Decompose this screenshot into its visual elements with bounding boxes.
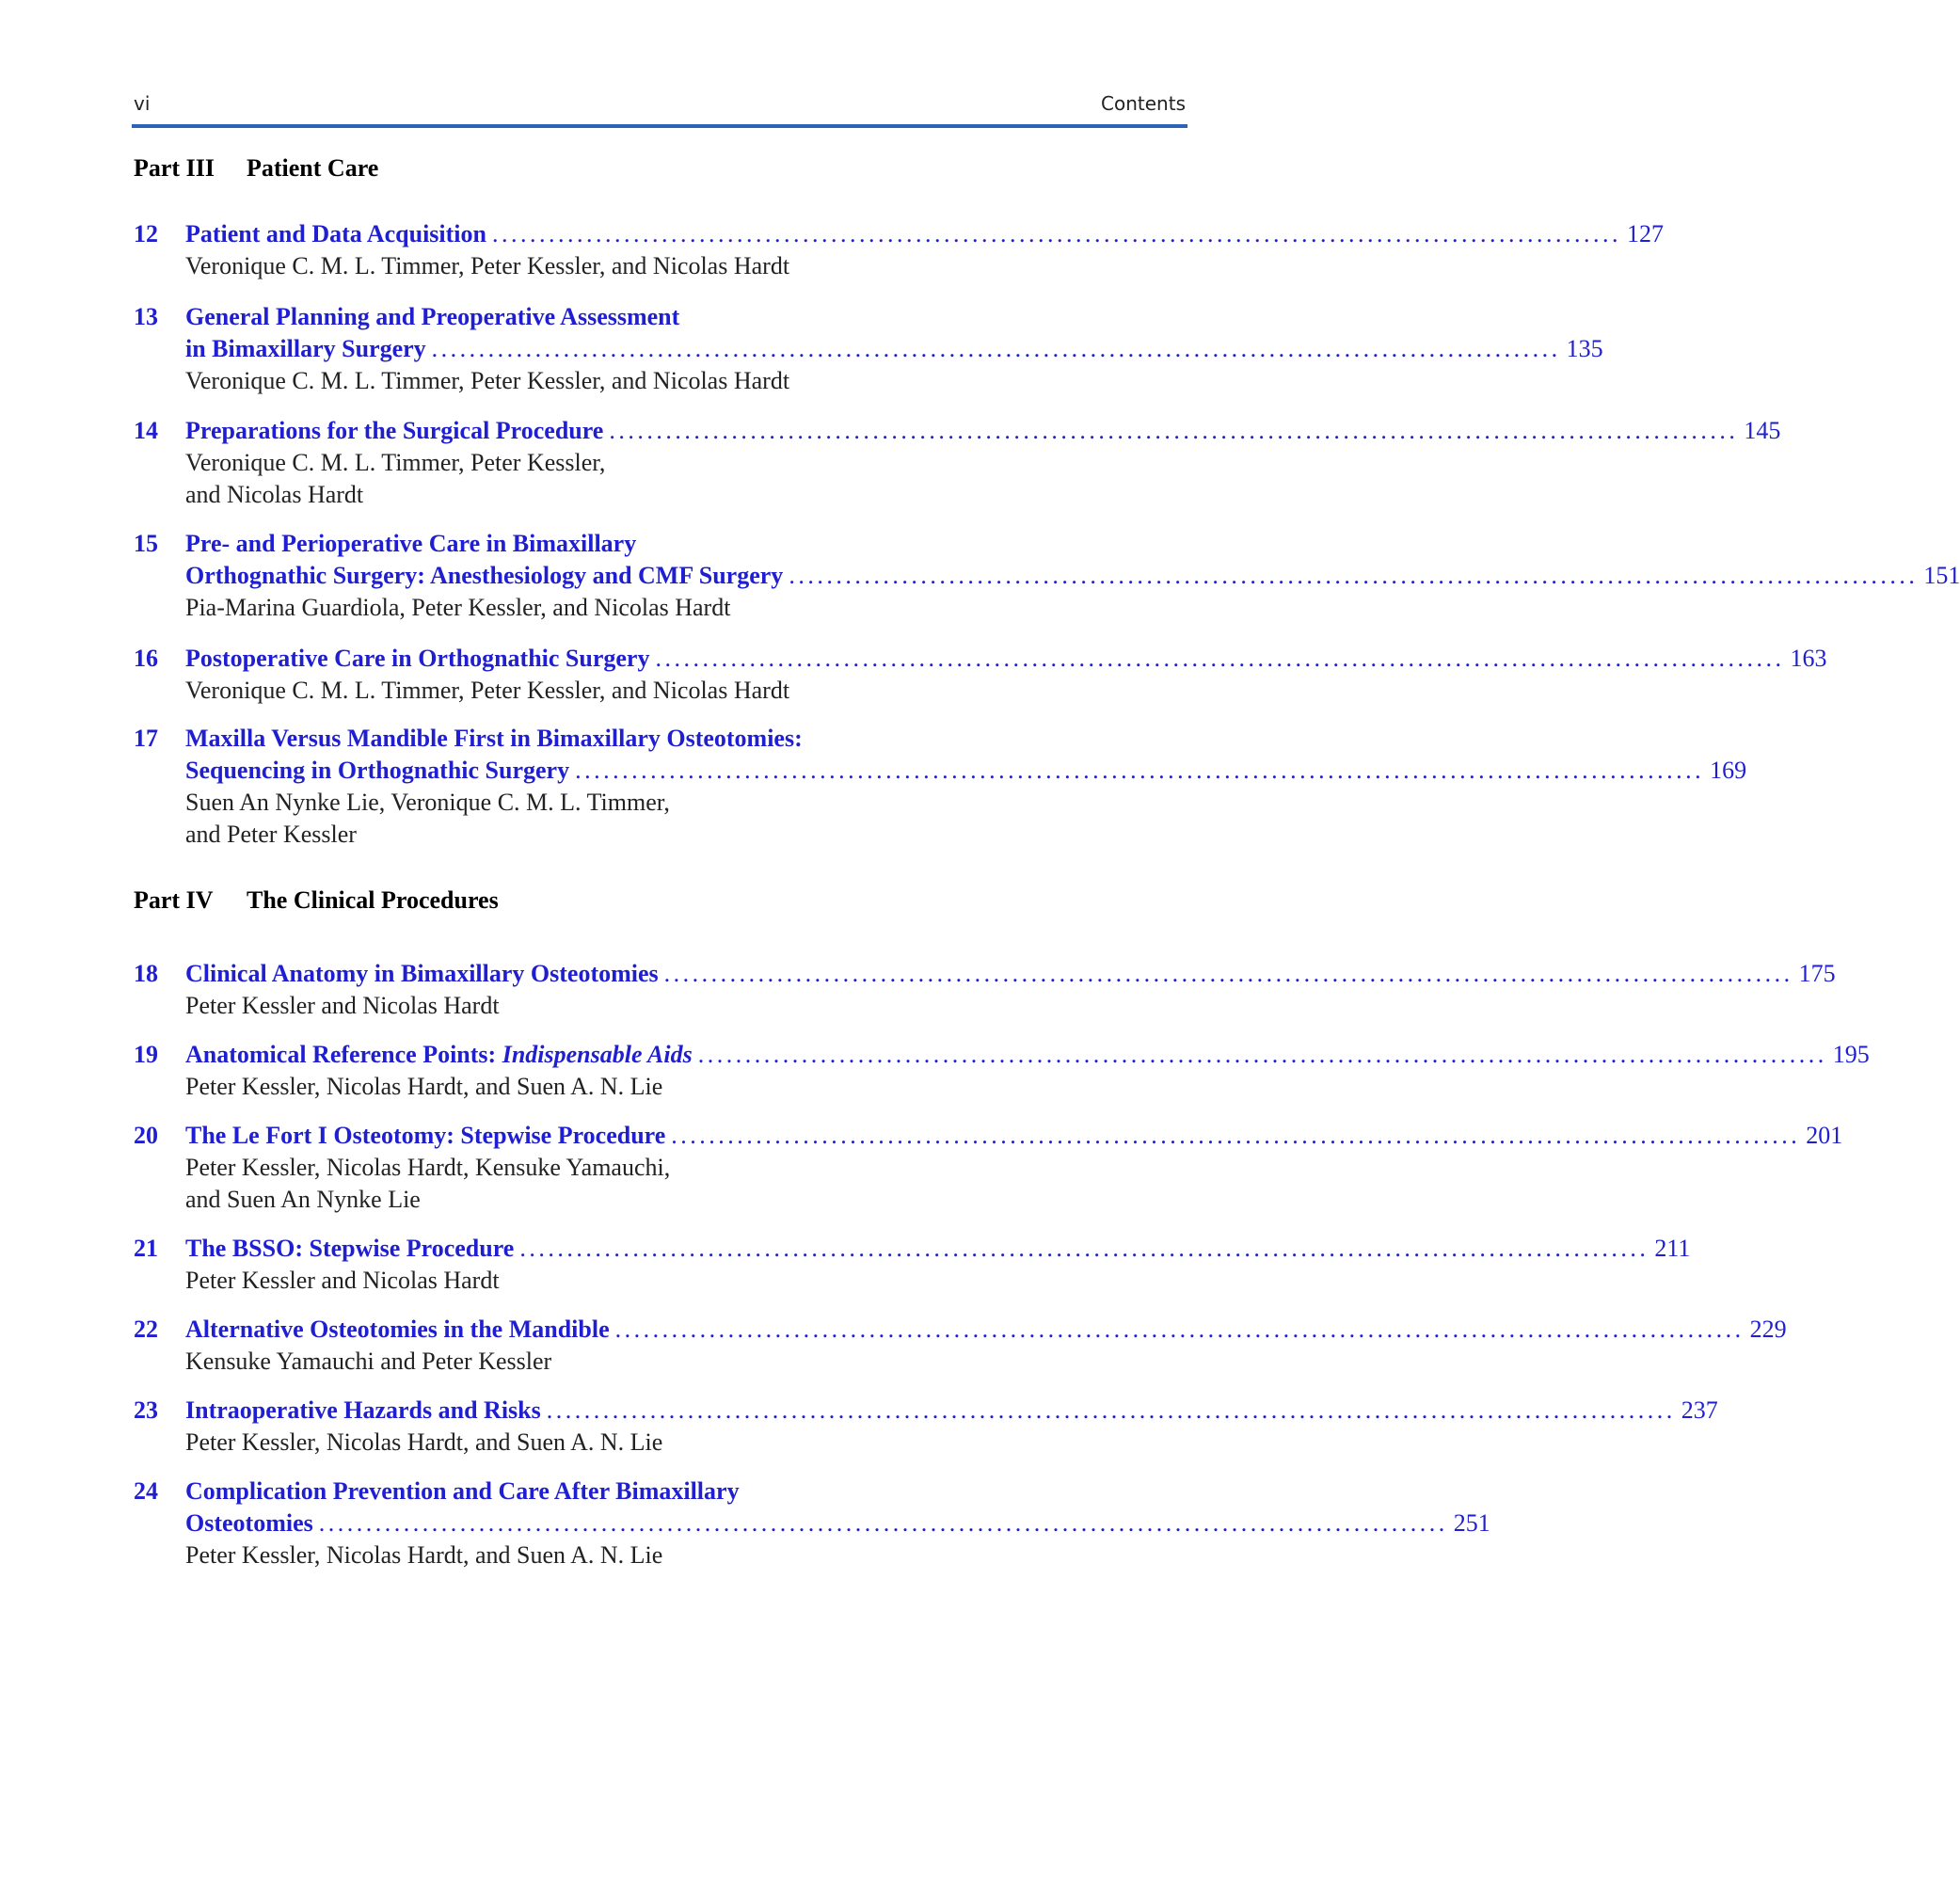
chapter-authors: Peter Kessler and Nicolas Hardt <box>185 1267 500 1294</box>
page-ref[interactable]: 169 <box>1710 757 1747 784</box>
running-head: Contents <box>1101 92 1186 115</box>
chapter-title[interactable]: in Bimaxillary Surgery <box>185 335 426 362</box>
page-ref[interactable]: 151 <box>1923 562 1960 589</box>
chapter-title-line[interactable] <box>185 415 1781 447</box>
chapter-title-line[interactable] <box>185 1507 1490 1539</box>
dot-leader: ........................................................................................................................ <box>609 417 1739 444</box>
chapter-body <box>185 218 1664 282</box>
chapter-title-line[interactable] <box>185 560 1960 592</box>
toc-entry[interactable] <box>134 1120 1843 1216</box>
chapter-body <box>185 1314 1787 1378</box>
chapter-authors: and Peter Kessler <box>185 821 357 848</box>
chapter-authors: and Nicolas Hardt <box>185 481 364 508</box>
chapter-authors: Peter Kessler, Nicolas Hardt, Kensuke Yamauchi, <box>185 1154 671 1181</box>
chapter-body <box>185 1395 1718 1459</box>
part-number: Part IV <box>134 886 214 914</box>
dot-leader: ........................................................................................................................ <box>789 562 1919 589</box>
chapter-body <box>185 1233 1691 1297</box>
dot-leader: ........................................................................................................................ <box>492 220 1621 247</box>
dot-leader: ........................................................................................................................ <box>546 1396 1676 1424</box>
chapter-body <box>185 301 1603 397</box>
chapter-title[interactable]: Intraoperative Hazards and Risks <box>185 1396 541 1424</box>
dot-leader: ........................................................................................................................ <box>671 1122 1801 1149</box>
chapter-number[interactable]: 24 <box>134 1477 158 1505</box>
chapter-title[interactable]: Sequencing in Orthognathic Surgery <box>185 757 570 784</box>
toc-entry[interactable] <box>134 958 1836 1022</box>
page-ref[interactable]: 229 <box>1749 1316 1787 1343</box>
page-ref[interactable]: 201 <box>1806 1122 1843 1149</box>
chapter-authors: and Suen An Nynke Lie <box>185 1186 421 1213</box>
chapter-body <box>185 1120 1843 1216</box>
page-ref[interactable]: 135 <box>1566 335 1603 362</box>
chapter-authors: Peter Kessler and Nicolas Hardt <box>185 992 500 1019</box>
header-rule <box>132 124 1187 128</box>
chapter-title[interactable]: Alternative Osteotomies in the Mandible <box>185 1316 610 1343</box>
chapter-title[interactable]: The BSSO: Stepwise Procedure <box>185 1235 515 1262</box>
chapter-title-line[interactable] <box>185 1120 1843 1152</box>
chapter-title-line[interactable] <box>185 333 1603 365</box>
chapter-authors: Suen An Nynke Lie, Veronique C. M. L. Timmer, <box>185 789 670 816</box>
chapter-title[interactable]: Preparations for the Surgical Procedure <box>185 417 604 444</box>
dot-leader: ........................................................................................................................ <box>655 645 1785 672</box>
chapter-title-line[interactable] <box>185 1395 1718 1427</box>
toc-entry[interactable] <box>134 1039 1870 1103</box>
chapter-number[interactable]: 23 <box>134 1396 158 1424</box>
chapter-number[interactable]: 13 <box>134 303 158 330</box>
chapter-title-line[interactable] <box>185 643 1827 675</box>
chapter-number[interactable]: 16 <box>134 645 158 672</box>
dot-leader: ........................................................................................................................ <box>697 1041 1827 1068</box>
chapter-body <box>185 415 1781 511</box>
page-ref[interactable]: 251 <box>1453 1509 1490 1537</box>
toc-entry[interactable] <box>134 643 1827 707</box>
chapter-authors: Veronique C. M. L. Timmer, Peter Kessler, and Nicolas Hardt <box>185 677 790 704</box>
chapter-authors: Veronique C. M. L. Timmer, Peter Kessler, and Nicolas Hardt <box>185 252 790 279</box>
toc-entry[interactable] <box>134 528 1960 624</box>
chapter-number[interactable]: 15 <box>134 530 158 557</box>
chapter-title-line[interactable] <box>185 1039 1870 1071</box>
chapter-body <box>185 1475 1490 1571</box>
toc-entry[interactable] <box>134 723 1747 851</box>
toc-entry[interactable] <box>134 218 1664 282</box>
dot-leader: ........................................................................................................................ <box>431 335 1561 362</box>
dot-leader: ........................................................................................................................ <box>318 1509 1448 1537</box>
chapter-authors: Kensuke Yamauchi and Peter Kessler <box>185 1348 552 1375</box>
chapter-title-italic[interactable]: Indispensable Aids <box>502 1041 693 1068</box>
part-number: Part III <box>134 154 215 182</box>
chapter-body <box>185 958 1836 1022</box>
chapter-title-line[interactable] <box>185 1314 1787 1346</box>
chapter-title-line[interactable]: Maxilla Versus Mandible First in Bimaxillary Osteotomies: <box>185 725 803 752</box>
toc-entry[interactable] <box>134 1233 1691 1297</box>
chapter-body <box>185 1039 1870 1103</box>
chapter-authors: Pia-Marina Guardiola, Peter Kessler, and Nicolas Hardt <box>185 594 731 621</box>
toc-entry[interactable] <box>134 1314 1787 1378</box>
dot-leader: ........................................................................................................................ <box>575 757 1705 784</box>
chapter-title[interactable]: Clinical Anatomy in Bimaxillary Osteotomies <box>185 960 659 987</box>
chapter-title-line[interactable]: Pre- and Perioperative Care in Bimaxillary <box>185 530 637 557</box>
chapter-title[interactable]: Patient and Data Acquisition <box>185 220 486 247</box>
chapter-title[interactable]: The Le Fort I Osteotomy: Stepwise Procedure <box>185 1122 666 1149</box>
page-ref[interactable]: 127 <box>1627 220 1664 247</box>
chapter-authors: Peter Kessler, Nicolas Hardt, and Suen A. N. Lie <box>185 1073 663 1100</box>
chapter-title[interactable]: Osteotomies <box>185 1509 313 1537</box>
chapter-number[interactable]: 22 <box>134 1316 158 1343</box>
chapter-title[interactable]: Anatomical Reference Points: Indispensable Aids <box>185 1041 693 1068</box>
page-ref[interactable]: 145 <box>1744 417 1781 444</box>
chapter-number[interactable]: 21 <box>134 1235 158 1262</box>
part-heading <box>134 886 499 915</box>
chapter-number[interactable]: 12 <box>134 220 158 247</box>
chapter-title[interactable]: Postoperative Care in Orthognathic Surgery <box>185 645 650 672</box>
chapter-title-line[interactable] <box>185 218 1664 250</box>
chapter-number[interactable]: 18 <box>134 960 158 987</box>
page-ref[interactable]: 237 <box>1681 1396 1718 1424</box>
part-heading <box>134 154 378 183</box>
page-ref[interactable]: 175 <box>1798 960 1836 987</box>
chapter-title-line[interactable] <box>185 755 1747 787</box>
toc-entry[interactable] <box>134 415 1781 511</box>
chapter-number[interactable]: 17 <box>134 725 158 752</box>
chapter-authors: Veronique C. M. L. Timmer, Peter Kessler, <box>185 449 606 476</box>
chapter-number[interactable]: 14 <box>134 417 158 444</box>
part-title: Patient Care <box>247 154 379 182</box>
chapter-authors: Peter Kessler, Nicolas Hardt, and Suen A. N. Lie <box>185 1428 663 1456</box>
chapter-title-line[interactable]: General Planning and Preoperative Assessment <box>185 303 680 330</box>
chapter-number[interactable]: 19 <box>134 1041 158 1068</box>
chapter-title-line[interactable]: Complication Prevention and Care After Bimaxillary <box>185 1477 740 1505</box>
chapter-body <box>185 643 1827 707</box>
chapter-title[interactable]: Orthognathic Surgery: Anesthesiology and CMF Surgery <box>185 562 784 589</box>
chapter-title-line[interactable] <box>185 1233 1691 1265</box>
dot-leader: ........................................................................................................................ <box>614 1316 1745 1343</box>
chapter-authors: Peter Kessler, Nicolas Hardt, and Suen A. N. Lie <box>185 1541 663 1569</box>
toc-entry[interactable] <box>134 1475 1490 1571</box>
page-ref[interactable]: 163 <box>1790 645 1827 672</box>
dot-leader: ........................................................................................................................ <box>663 960 1793 987</box>
page-ref[interactable]: 195 <box>1832 1041 1870 1068</box>
chapter-number[interactable]: 20 <box>134 1122 158 1149</box>
dot-leader: ........................................................................................................................ <box>519 1235 1649 1262</box>
page-number: vi <box>134 92 151 115</box>
chapter-body <box>185 528 1960 624</box>
part-title: The Clinical Procedures <box>247 886 499 914</box>
toc-entry[interactable] <box>134 1395 1718 1459</box>
chapter-title-line[interactable] <box>185 958 1836 990</box>
chapter-authors: Veronique C. M. L. Timmer, Peter Kessler, and Nicolas Hardt <box>185 367 790 394</box>
page-ref[interactable]: 211 <box>1654 1235 1691 1262</box>
toc-entry[interactable] <box>134 301 1603 397</box>
chapter-body <box>185 723 1747 851</box>
